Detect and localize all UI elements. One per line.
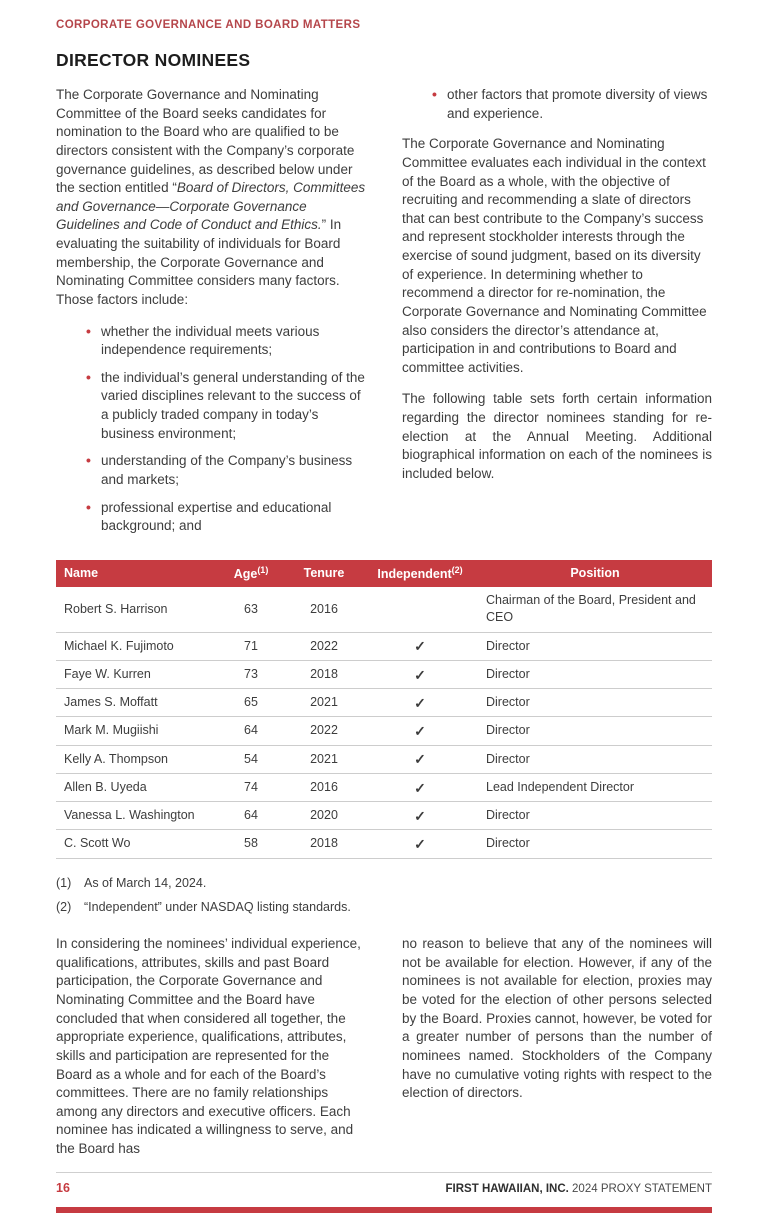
nominee-tenure: 2018 bbox=[286, 660, 362, 688]
independent-check-icon bbox=[362, 587, 478, 632]
footer-accent-bar bbox=[56, 1207, 712, 1213]
table-row bbox=[56, 773, 712, 801]
factor-item: • understanding of the Company’s business and markets; bbox=[86, 452, 366, 489]
page-title: DIRECTOR NOMINEES bbox=[56, 49, 251, 70]
footnote-text: As of March 14, 2024. bbox=[84, 875, 207, 890]
factor-item: • professional expertise and educational background; and bbox=[86, 499, 366, 536]
column-header-independent: Independent$^{(2)}$ bbox=[362, 560, 478, 587]
nominee-age: 73 bbox=[216, 660, 286, 688]
nominee-position: Director bbox=[478, 689, 712, 717]
table-row bbox=[56, 745, 712, 773]
table-row bbox=[56, 689, 712, 717]
independent-check-icon: ✓ bbox=[362, 689, 478, 717]
nominee-tenure: 2016 bbox=[286, 587, 362, 632]
footnotes bbox=[56, 875, 712, 924]
closing-right-column bbox=[402, 935, 712, 1172]
table-row bbox=[56, 802, 712, 830]
director-nominees-table bbox=[56, 560, 712, 859]
table-header-row bbox=[56, 560, 712, 587]
page-footer bbox=[56, 1172, 712, 1213]
intro-right-column bbox=[402, 86, 712, 548]
table-row bbox=[56, 587, 712, 632]
footnote-2 bbox=[56, 899, 712, 916]
nominee-name: Mark M. Mugiishi bbox=[56, 717, 216, 745]
closing-columns bbox=[56, 935, 712, 1172]
nominee-name: C. Scott Wo bbox=[56, 830, 216, 858]
nominee-age: 65 bbox=[216, 689, 286, 717]
independent-check-icon: ✓ bbox=[362, 660, 478, 688]
factors-list-continued bbox=[402, 86, 712, 123]
nominee-position: Director bbox=[478, 802, 712, 830]
nominee-position: Director bbox=[478, 632, 712, 660]
table-row bbox=[56, 717, 712, 745]
closing-paragraph-right: no reason to believe that any of the nominees will not be available for election. However, if any of the nominees is not available for election, proxies may be voted for the election of other persons selected by the Board. Proxies cannot, however, be voted for a greater number of persons than the number of nominees named. Stockholders of the Company have no cumulative voting rights with respect to the election of directors. bbox=[402, 936, 712, 1101]
table-row bbox=[56, 660, 712, 688]
footer-row bbox=[56, 1172, 712, 1198]
nominee-age: 71 bbox=[216, 632, 286, 660]
intro-paragraph-1 bbox=[56, 86, 366, 310]
independent-check-icon: ✓ bbox=[362, 773, 478, 801]
factors-list bbox=[56, 323, 366, 536]
nominee-age: 63 bbox=[216, 587, 286, 632]
nominee-position: Director bbox=[478, 830, 712, 858]
factor-item: • the individual’s general understanding of the varied disciplines relevant to the success of a publicly traded company in today’s business environment; bbox=[86, 369, 366, 444]
table-lead-paragraph: The following table sets forth certain information regarding the director nominees standing for re-election at the Annual Meeting. Additional biographical information on each of the nominees is included below. bbox=[402, 391, 712, 481]
nominee-tenure: 2016 bbox=[286, 773, 362, 801]
age-footnote-ref: (1) bbox=[257, 564, 269, 575]
table-row bbox=[56, 830, 712, 858]
factor-item: • other factors that promote diversity of views and experience. bbox=[432, 86, 712, 123]
section-eyebrow: CORPORATE GOVERNANCE AND BOARD MATTERS bbox=[56, 19, 361, 31]
column-header-tenure: Tenure bbox=[286, 560, 362, 587]
page-number: 16 bbox=[56, 1180, 70, 1195]
nominee-name: Allen B. Uyeda bbox=[56, 773, 216, 801]
column-header-name: Name bbox=[56, 560, 216, 587]
nominee-tenure: 2018 bbox=[286, 830, 362, 858]
nominee-position: Director bbox=[478, 660, 712, 688]
nominee-age: 54 bbox=[216, 745, 286, 773]
footer-document-title bbox=[446, 1182, 712, 1198]
column-header-age: Age$^{(1)}$ bbox=[216, 560, 286, 587]
column-header-position: Position bbox=[478, 560, 712, 587]
nominee-name: Michael K. Fujimoto bbox=[56, 632, 216, 660]
evaluation-paragraph: The Corporate Governance and Nominating Committee evaluates each individual in the context of the Board as a whole, with the objective of recruiting and recommending a slate of directors that can best contribute to the Company’s success and represent stockholder interests through the exercise of sound judgment, based on its diversity of experience. In determining whether to recommend a director for re-nomination, the Corporate Governance and Nominating Committee also considers the director’s attendance at, participation in and contributions to Board and committee activities. bbox=[402, 136, 707, 375]
intro-left-column bbox=[56, 86, 366, 548]
independent-check-icon: ✓ bbox=[362, 802, 478, 830]
factor-item: • whether the individual meets various independence requirements; bbox=[86, 323, 366, 360]
nominee-tenure: 2021 bbox=[286, 745, 362, 773]
nominee-age: 74 bbox=[216, 773, 286, 801]
closing-left-column bbox=[56, 935, 366, 1172]
intro-paragraph-1-tail: ” In evaluating the suitability of individuals for Board membership, the Corporate Governance and Nominating Committee considers many factors. Those factors include: bbox=[56, 217, 342, 307]
independent-check-icon: ✓ bbox=[362, 745, 478, 773]
document-title: 2024 PROXY STATEMENT bbox=[568, 1182, 712, 1195]
nominee-position: Chairman of the Board, President and CEO bbox=[478, 587, 712, 632]
nominee-tenure: 2020 bbox=[286, 802, 362, 830]
nominee-name: Vanessa L. Washington bbox=[56, 802, 216, 830]
nominee-position: Lead Independent Director bbox=[478, 773, 712, 801]
independent-check-icon: ✓ bbox=[362, 632, 478, 660]
nominee-age: 64 bbox=[216, 802, 286, 830]
nominee-tenure: 2021 bbox=[286, 689, 362, 717]
nominee-age: 58 bbox=[216, 830, 286, 858]
nominee-name: Faye W. Kurren bbox=[56, 660, 216, 688]
nominee-name: James S. Moffatt bbox=[56, 689, 216, 717]
independent-check-icon: ✓ bbox=[362, 830, 478, 858]
closing-paragraph-left: In considering the nominees’ individual experience, qualifications, attributes, skills and past Board participation, the Corporate Governance and Nominating Committee and the Board have concluded that when considered all together, the appropriate experience, qualifications, attributes, skills and participation are represented for the Board as a whole and for each of the Board’s committees. There are no family relationships among any directors and executive officers. Each nominee has indicated a willingness to serve, and the Board has bbox=[56, 936, 361, 1157]
intro-paragraph-1-text: The Corporate Governance and Nominating Committee of the Board seeks candidates for nomination to the Board who are qualified to be directors consistent with the Company’s corporate governance guidelines, as described below under the section entitled “ bbox=[56, 87, 355, 196]
nominee-tenure: 2022 bbox=[286, 717, 362, 745]
footnote-1 bbox=[56, 875, 712, 892]
nominee-name: Robert S. Harrison bbox=[56, 587, 216, 632]
footnote-number: (1) bbox=[56, 875, 72, 890]
table-row bbox=[56, 632, 712, 660]
nominee-name: Kelly A. Thompson bbox=[56, 745, 216, 773]
footnote-number: (2) bbox=[56, 899, 72, 914]
nominee-tenure: 2022 bbox=[286, 632, 362, 660]
nominee-position: Director bbox=[478, 717, 712, 745]
independent-check-icon: ✓ bbox=[362, 717, 478, 745]
intro-columns bbox=[56, 86, 712, 548]
independent-footnote-ref: (2) bbox=[451, 564, 463, 575]
company-name: FIRST HAWAIIAN, INC. bbox=[445, 1182, 569, 1195]
intro-paragraph-1-italic: Board of Directors, Committees and Governance—Corporate Governance Guidelines and Code of Conduct and Ethics. bbox=[56, 180, 366, 233]
nominee-age: 64 bbox=[216, 717, 286, 745]
nominee-position: Director bbox=[478, 745, 712, 773]
footnote-text: “Independent” under NASDAQ listing standards. bbox=[84, 899, 351, 914]
